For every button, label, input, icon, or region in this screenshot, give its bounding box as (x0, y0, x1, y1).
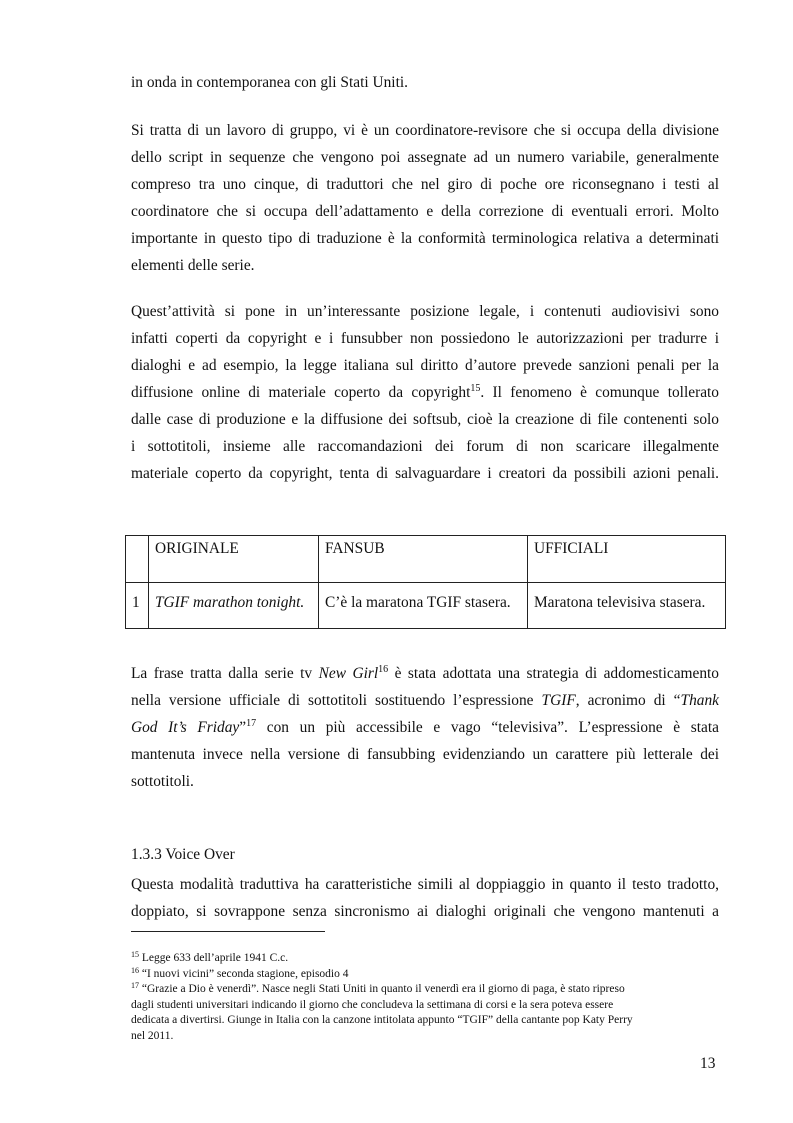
text-line: sottotitoli. (131, 773, 194, 790)
cell-fansub: C’è la maratona TGIF stasera. (319, 583, 528, 629)
header-cell-index (126, 536, 149, 583)
text-run: ” (239, 719, 247, 736)
footnote-ref-17[interactable]: 17 (246, 718, 257, 729)
text-line: dialoghi e ad esempio, la legge italiana sul diritto d’autore prevede sanzioni penali per la (131, 357, 719, 374)
paragraph-voice-over (131, 871, 719, 925)
footnote-number: 15 (131, 950, 139, 959)
cell-index: 1 (126, 583, 149, 629)
text-line: Si tratta di un lavoro di gruppo, vi è un coordinatore-revisore che si occupa della divisione (131, 122, 719, 139)
footnote-15 (131, 951, 721, 967)
cell-ufficiali: Maratona televisiva stasera. (528, 583, 726, 629)
text-line: in onda in contemporanea con gli Stati Uniti. (131, 74, 408, 91)
paragraph-legal-position (131, 298, 719, 487)
translation-comparison-table (125, 535, 726, 629)
text-run: nella versione ufficiale di sottotitoli sostituendo l’espressione (131, 692, 542, 709)
text-run: con un più accessibile e vago “televisiva”. L’espressione è stata (256, 719, 719, 736)
footnote-17-line: dedicata a divertirsi. Giunge in Italia con la canzone intitolata appunto “TGIF” della cantante pop Katy Perry (131, 1014, 633, 1026)
text-run: . Il fenomeno è comunque tollerato (480, 384, 719, 401)
text-line: i sottotitoli, insieme alle raccomandazioni dei forum di non scaricare illegalmente (131, 438, 719, 455)
text-line: materiale coperto da copyright, tenta di salvaguardare i creatori da possibili azioni penali. (131, 465, 719, 482)
text-line: Questa modalità traduttiva ha caratteristiche simili al doppiaggio in quanto il testo tradotto, (131, 876, 719, 893)
footnote-text: “I nuovi vicini” seconda stagione, episodio 4 (139, 967, 349, 980)
header-cell-originale: ORIGINALE (149, 536, 319, 583)
text-line: mantenuta invece nella versione di fansubbing evidenziando un carattere più letterale dei (131, 746, 719, 763)
table-row (126, 583, 726, 629)
footnote-17 (131, 982, 721, 998)
footnote-divider (131, 931, 325, 932)
text-run-italic: New Girl (318, 665, 379, 682)
text-line: Quest’attività si pone in un’interessante posizione legale, i contenuti audiovisivi sono (131, 303, 719, 320)
text-line: dello script in sequenze che vengono poi assegnate ad un numero variabile, generalmente (131, 149, 719, 166)
paragraph-continuation (131, 69, 719, 96)
text-run: diffusione online di materiale coperto da copyright (131, 384, 471, 401)
footnote-16 (131, 967, 721, 983)
text-line (131, 379, 719, 406)
footnote-text: “Grazie a Dio è venerdì”. Nasce negli Stati Uniti in quanto il venerdì era il giorno di paga, è stato ripreso (139, 983, 625, 995)
footnotes (131, 951, 721, 1044)
footnote-17-line: nel 2011. (131, 1029, 174, 1042)
footnote-ref-16[interactable]: 16 (378, 664, 389, 675)
text-run-italic: TGIF (541, 692, 576, 709)
text-run-italic: God It’s Friday (131, 719, 240, 736)
paragraph-new-girl-analysis (131, 660, 719, 795)
text-line (131, 714, 719, 741)
text-line: infatti coperti da copyright e i funsubber non possiedono le autorizzazioni per tradurre i (131, 330, 719, 347)
page-number: 13 (700, 1055, 716, 1072)
header-cell-ufficiali: UFFICIALI (528, 536, 726, 583)
text-line: importante in questo tipo di traduzione è la conformità terminologica relativa a determinati (131, 230, 719, 247)
footnote-ref-15[interactable]: 15 (470, 383, 481, 394)
header-cell-fansub: FANSUB (319, 536, 528, 583)
text-run: La frase tratta dalla serie tv (131, 665, 319, 682)
footnote-number: 16 (131, 965, 139, 975)
footnote-text: Legge 633 dell’aprile 1941 C.c. (139, 952, 289, 964)
text-run-italic: Thank (680, 692, 719, 709)
text-line: compreso tra uno cinque, di traduttori che nel giro di poche ore riconsegnano i testi al (131, 176, 719, 193)
text-run: è stata adottata una strategia di addomesticamento (388, 665, 719, 682)
text-line: doppiato, si sovrappone senza sincronismo ai dialoghi originali che vengono mantenuti a (131, 903, 719, 920)
text-line (131, 687, 719, 714)
table-header-row (126, 536, 726, 583)
paragraph-group-work (131, 117, 719, 279)
cell-originale (149, 583, 319, 629)
text-line: elementi delle serie. (131, 257, 255, 274)
cell-text: TGIF marathon tonight. (155, 594, 305, 611)
text-line (131, 660, 719, 687)
footnote-number: 17 (131, 981, 139, 990)
text-run: , acronimo di “ (575, 692, 681, 709)
section-heading: 1.3.3 Voice Over (131, 846, 235, 863)
text-line: coordinatore che si occupa dell’adattamento e della correzione di eventuali errori. Molto (131, 203, 719, 220)
text-line: dalle case di produzione e la diffusione dei softsub, cioè la creazione di file contenenti solo (131, 411, 719, 428)
footnote-17-line: dagli studenti universitari indicando il giorno che concludeva la settimana di corsi e la sera poteva essere (131, 998, 614, 1011)
